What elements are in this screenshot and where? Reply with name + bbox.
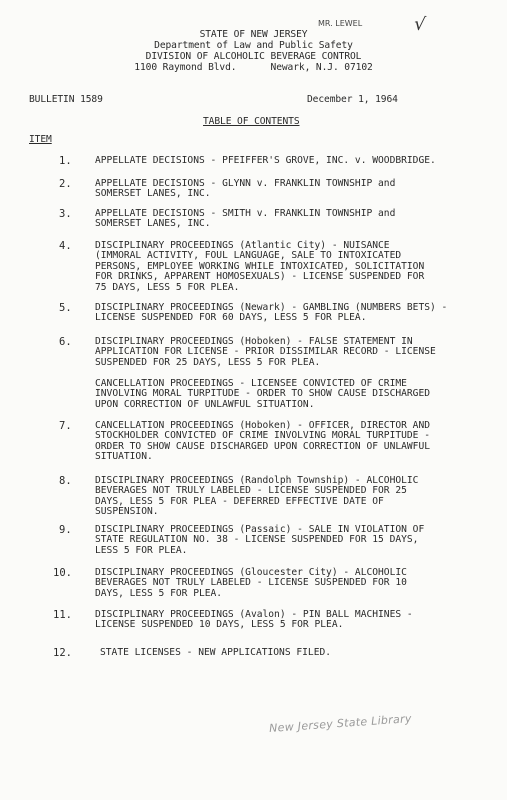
toc-entry: DISCIPLINARY PROCEEDINGS (Atlantic City) - NUISANCE (IMMORAL ACTIVITY, FOUL LANGUAGE, SALE TO INTOXICATED PERSONS, EMPLOYEE WORKING WHILE INTOXICATED, SOLICITATION FOR DRINKS, APPARENT HOMOSEXUALS) - LICENSE SUSPENDED FOR 75 DAYS, LESS 5 FOR PLEA. (95, 240, 425, 293)
library-stamp: New Jersey State Library (268, 712, 413, 735)
toc-entry: DISCIPLINARY PROCEEDINGS (Hoboken) - FALSE STATEMENT IN APPLICATION FOR LICENSE - PRIOR DISSIMILAR RECORD - LICENSE SUSPENDED FOR 25 DAYS, LESS 5 FOR PLEA. (95, 336, 436, 368)
toc-entry: STATE LICENSES - NEW APPLICATIONS FILED. (100, 647, 332, 658)
item-number: 4. (59, 240, 72, 252)
item-number: 3. (59, 208, 72, 220)
toc-entry: DISCIPLINARY PROCEEDINGS (Passaic) - SALE IN VIOLATION OF STATE REGULATION NO. 38 - LICENSE SUSPENDED FOR 15 DAYS, LESS 5 FOR PLEA. (95, 524, 425, 556)
handwritten-name: MR. LEWEL (318, 19, 363, 28)
item-number: 12. (53, 647, 72, 659)
toc-entry: CANCELLATION PROCEEDINGS - LICENSEE CONVICTED OF CRIME INVOLVING MORAL TURPITUDE - ORDER TO SHOW CAUSE DISCHARGED UPON CORRECTION OF UNLAWFUL SITUATION. (95, 378, 431, 410)
item-number: 7. (59, 420, 72, 432)
item-number: 10. (53, 567, 72, 579)
bulletin-date: December 1, 1964 (307, 94, 398, 105)
item-number: 8. (59, 475, 72, 487)
header-state: STATE OF NEW JERSEY (199, 29, 308, 40)
item-number: 6. (59, 336, 72, 348)
toc-entry: DISCIPLINARY PROCEEDINGS (Randolph Township) - ALCOHOLIC BEVERAGES NOT TRULY LABELED - LICENSE SUSPENDED FOR 25 DAYS, LESS 5 FOR PLEA - DEFERRED EFFECTIVE DATE OF SUSPENSION. (95, 475, 419, 518)
header-department: Department of Law and Public Safety (154, 40, 353, 51)
item-number: 11. (53, 609, 72, 621)
toc-entry: DISCIPLINARY PROCEEDINGS (Newark) - GAMBLING (NUMBERS BETS) - LICENSE SUSPENDED FOR 60 DAYS, LESS 5 FOR PLEA. (95, 302, 448, 324)
toc-entry: APPELLATE DECISIONS - GLYNN v. FRANKLIN TOWNSHIP and SOMERSET LANES, INC. (95, 178, 396, 200)
item-number: 1. (59, 155, 72, 167)
toc-entry: DISCIPLINARY PROCEEDINGS (Gloucester City) - ALCOHOLIC BEVERAGES NOT TRULY LABELED - LICENSE SUSPENDED FOR 10 DAYS, LESS 5 FOR PLEA. (95, 567, 407, 599)
bulletin-number: BULLETIN 1589 (29, 94, 103, 105)
toc-entry: DISCIPLINARY PROCEEDINGS (Avalon) - PIN BALL MACHINES - LICENSE SUSPENDED 10 DAYS, LESS 5 FOR PLEA. (95, 609, 413, 631)
toc-title: TABLE OF CONTENTS (203, 116, 300, 127)
header-division: DIVISION OF ALCOHOLIC BEVERAGE CONTROL (145, 51, 362, 62)
item-column-header: ITEM (29, 134, 52, 145)
toc-entry: APPELLATE DECISIONS - SMITH v. FRANKLIN TOWNSHIP and SOMERSET LANES, INC. (95, 208, 396, 230)
item-number: 2. (59, 178, 72, 190)
item-number: 5. (59, 302, 72, 314)
toc-entry: APPELLATE DECISIONS - PFEIFFER'S GROVE, INC. v. WOODBRIDGE. (95, 155, 436, 166)
toc-entry: CANCELLATION PROCEEDINGS (Hoboken) - OFFICER, DIRECTOR AND STOCKHOLDER CONVICTED OF CRIME INVOLVING MORAL TURPITUDE - ORDER TO SHOW CAUSE DISCHARGED UPON CORRECTION OF UNLAWFUL SITUATION. (95, 420, 431, 463)
check-mark-icon: √ (412, 13, 427, 36)
item-number: 9. (59, 524, 72, 536)
header-address: 1100 Raymond Blvd. Newark, N.J. 07102 (134, 62, 373, 73)
